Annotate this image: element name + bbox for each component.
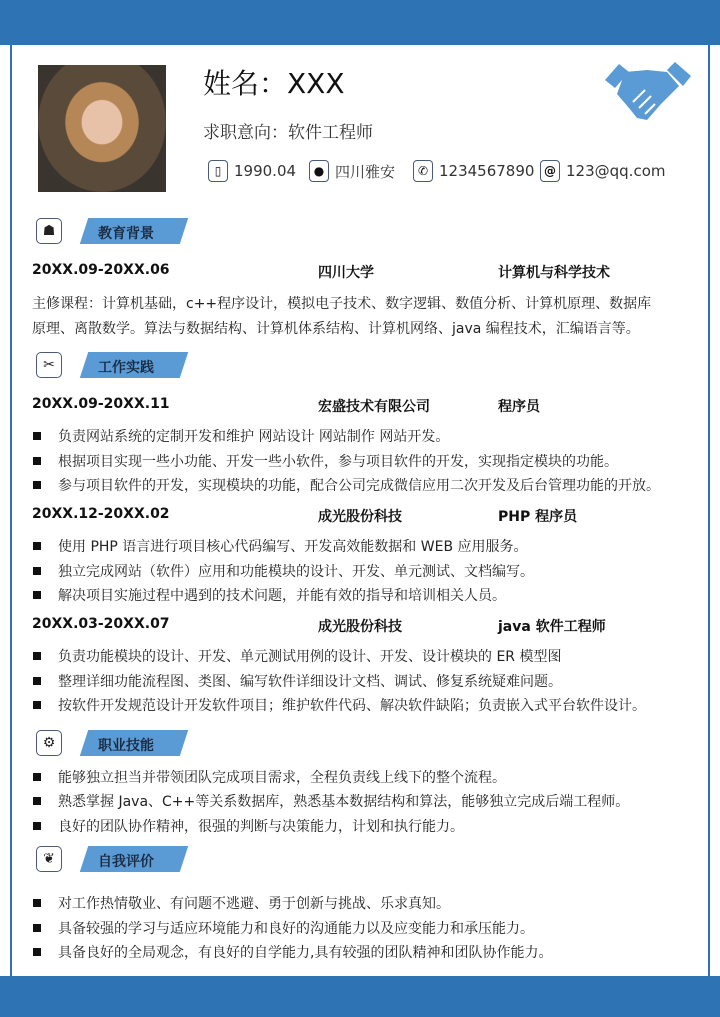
bullet-icon	[33, 481, 41, 489]
edu-courses-line2: 原理、离散数学。算法与数据结构、计算机体系结构、计算机网络、java 编程技术，汇编语言等。	[32, 321, 640, 337]
location: 四川雅安	[335, 162, 396, 181]
bullet-icon	[33, 924, 41, 932]
skill-bullet: 良好的团队协作精神，很强的判断与决策能力，计划和执行能力。	[58, 819, 464, 835]
bullet-icon	[33, 899, 41, 907]
birth-date: 1990.04	[234, 162, 297, 180]
contact-email	[540, 160, 665, 182]
name: 姓名：XXX	[203, 67, 345, 100]
job-bullet: 根据项目实现一些小功能、开发一些小软件，参与项目软件的开发，实现指定模块的功能。	[58, 454, 618, 470]
section-title-education: 教育背景	[98, 226, 154, 242]
bullet-icon	[33, 797, 41, 805]
contact-birth	[208, 160, 296, 182]
edu-date: 20XX.09-20XX.06	[32, 262, 170, 278]
section-title-skills: 职业技能	[98, 738, 154, 754]
phone-icon: ✆	[413, 160, 433, 182]
job-bullet: 负责功能模块的设计、开发、单元测试用例的设计、开发、设计模块的 ER 模型图	[58, 649, 562, 665]
self-bullet: 具备较强的学习与适应环境能力和良好的沟通能力以及应变能力和承压能力。	[58, 921, 534, 937]
bullet-icon	[33, 677, 41, 685]
phone: 1234567890	[439, 162, 535, 180]
bullet-icon	[33, 652, 41, 660]
section-title-work: 工作实践	[98, 360, 154, 376]
top-banner	[0, 0, 720, 45]
job-role: PHP 程序员	[498, 509, 578, 525]
location-icon: ●	[309, 160, 329, 182]
gear-icon: ⚙	[36, 730, 62, 756]
contact-location	[309, 160, 395, 182]
job-date: 20XX.12-20XX.02	[32, 506, 170, 522]
leaf-icon: ❦	[36, 846, 62, 872]
bullet-icon	[33, 591, 41, 599]
right-border	[708, 44, 710, 977]
section-title-self: 自我评价	[98, 854, 154, 870]
job-bullet: 解决项目实施过程中遇到的技术问题，并能有效的指导和培训相关人员。	[58, 588, 506, 604]
edu-courses-line1: 主修课程：计算机基础，c++程序设计，模拟电子技术、数字逻辑、数值分析、计算机原理、数据库	[32, 296, 652, 312]
bottom-banner	[0, 976, 720, 1017]
left-border	[10, 44, 12, 977]
job-date: 20XX.03-20XX.07	[32, 616, 170, 632]
tools-icon: ✂	[36, 352, 62, 378]
email-icon: @	[540, 160, 560, 182]
job-bullet: 独立完成网站（软件）应用和功能模块的设计、开发、单元测试、文档编写。	[58, 564, 534, 580]
job-company: 宏盛技术有限公司	[318, 399, 430, 415]
bullet-icon	[33, 822, 41, 830]
job-bullet: 参与项目软件的开发，实现模块的功能，配合公司完成微信应用二次开发及后台管理功能的开放。	[58, 478, 660, 494]
bullet-icon	[33, 773, 41, 781]
job-bullet: 按软件开发规范设计开发软件项目；维护软件代码、解决软件缺陷；负责嵌入式平台软件设计。	[58, 698, 646, 714]
job-role: java 软件工程师	[498, 619, 606, 635]
job-date: 20XX.09-20XX.11	[32, 396, 170, 412]
job-bullet: 整理详细功能流程图、类图、编写软件详细设计文档、调试、修复系统疑难问题。	[58, 674, 562, 690]
profile-photo	[38, 65, 166, 192]
bullet-icon	[33, 432, 41, 440]
graduation-cap-icon: ☗	[36, 218, 62, 244]
job-bullet: 负责网站系统的定制开发和维护 网站设计 网站制作 网站开发。	[58, 429, 450, 445]
job-company: 成光股份科技	[318, 619, 402, 635]
edu-major: 计算机与科学技术	[498, 265, 610, 281]
job-company: 成光股份科技	[318, 509, 402, 525]
bullet-icon	[33, 542, 41, 550]
job-role: 程序员	[498, 399, 540, 415]
email: 123@qq.com	[566, 162, 666, 180]
self-bullet: 对工作热情敬业、有问题不逃避、勇于创新与挑战、乐求真知。	[58, 896, 450, 912]
job-bullet: 使用 PHP 语言进行项目核心代码编写、开发高效能数据和 WEB 应用服务。	[58, 539, 528, 555]
job-intention: 求职意向：软件工程师	[203, 123, 373, 143]
bullet-icon	[33, 948, 41, 956]
bullet-icon	[33, 701, 41, 709]
skill-bullet: 熟悉掌握 Java、C++等关系数据库，熟悉基本数据结构和算法，能够独立完成后端工程师。	[58, 794, 630, 810]
self-bullet: 具备良好的全局观念，有良好的自学能力,具有较强的团队精神和团队协作能力。	[58, 945, 553, 961]
skill-bullet: 能够独立担当并带领团队完成项目需求，全程负责线上线下的整个流程。	[58, 770, 506, 786]
bullet-icon	[33, 457, 41, 465]
contact-phone	[413, 160, 534, 182]
calendar-icon: ▯	[208, 160, 228, 182]
bullet-icon	[33, 567, 41, 575]
handshake-icon	[603, 58, 693, 128]
edu-school: 四川大学	[318, 265, 374, 281]
